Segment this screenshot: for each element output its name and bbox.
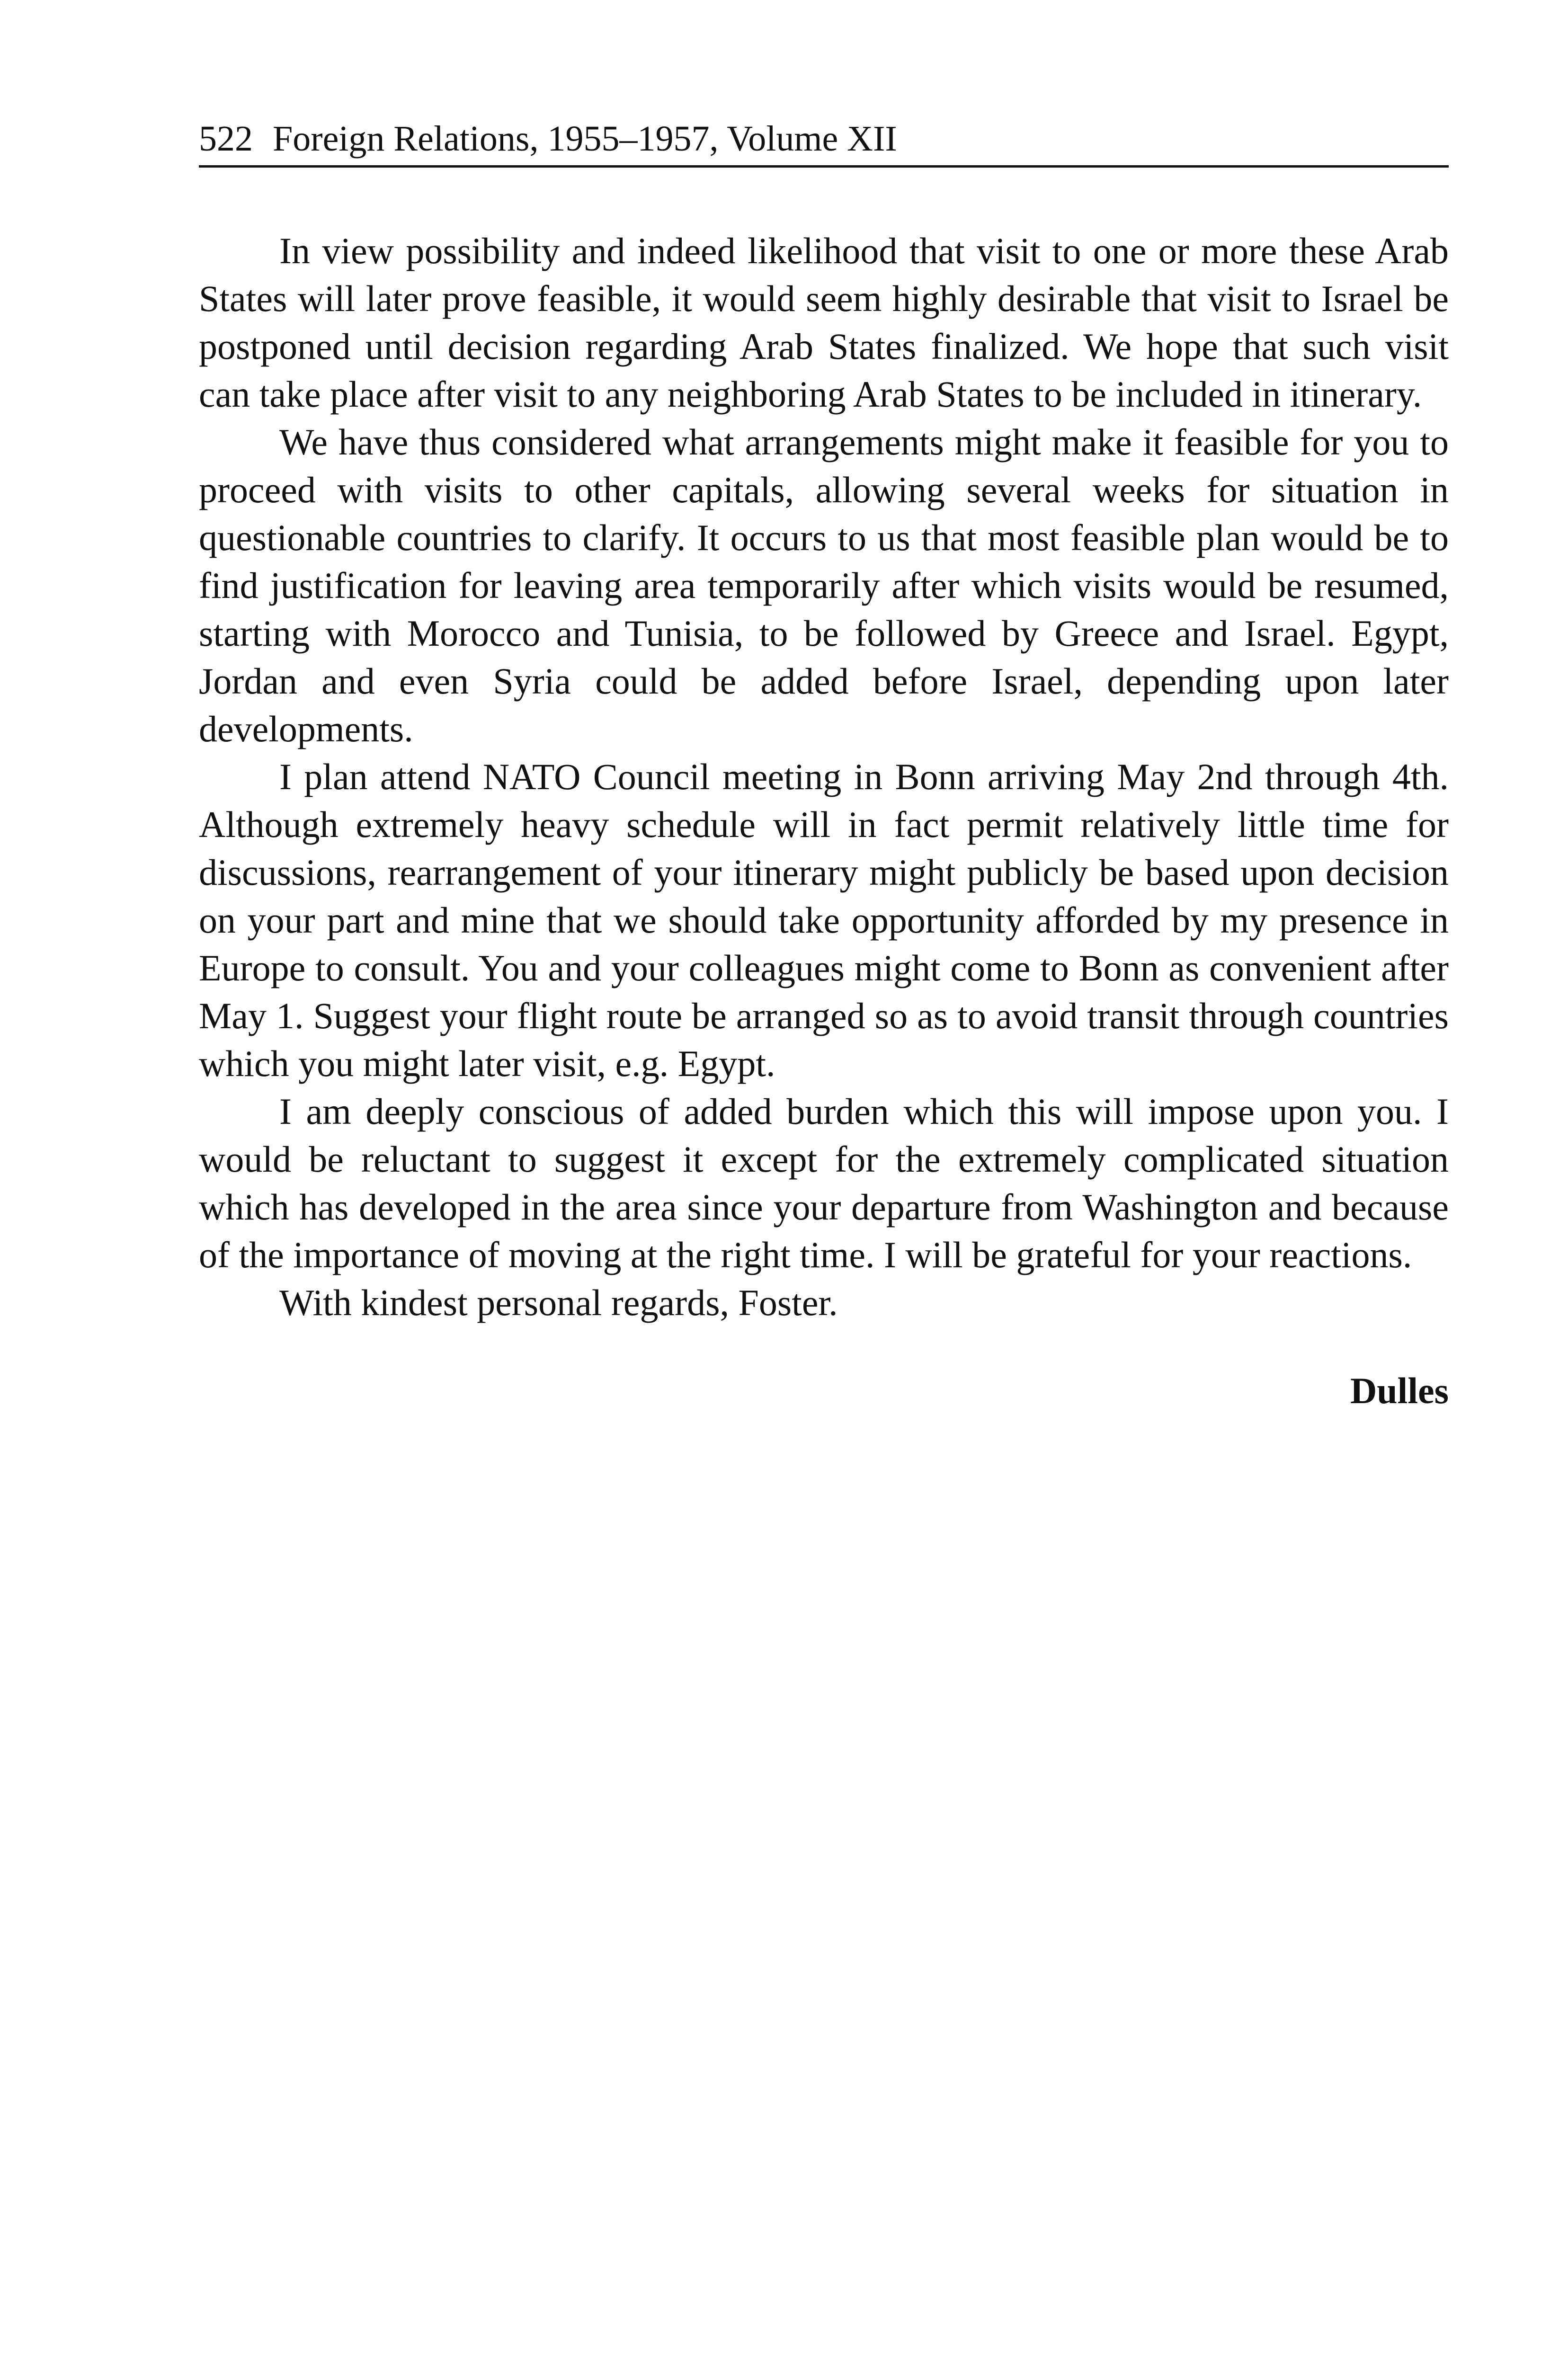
document-page [199, 121, 1449, 1415]
paragraph-arab-states: In view possibility and indeed likelihood that visit to one or more these Arab States will later prove feasible, it would seem highly desirable that visit to Israel be postponed until decision regarding Arab States finalized. We hope that such visit can take place after visit to any neighboring Arab States to be included in itinerary. [199, 230, 1449, 415]
signature: Dulles [1350, 1370, 1449, 1411]
document-body [199, 227, 1449, 1326]
paragraph-burden: I am deeply conscious of added burden which this will impose upon you. I would be reluctant to suggest it except for the extremely complicated situation which has developed in the area since your departure from Washington and because of the importance of moving at the right time. I will be grateful for your reactions. [199, 1091, 1449, 1275]
header-title: Foreign Relations, 1955–1957, Volume XII [273, 119, 897, 159]
paragraph-arrangements: We have thus considered what arrangements might make it feasible for you to proceed with visits to other capitals, allowing several weeks for situation in questionable countries to clarify. It occurs to us that most feasible plan would be to find justification for leaving area temporarily after which visits would be resumed, starting with Morocco and Tunisia, to be followed by Greece and Israel. Egypt, Jordan and even Syria could be added before Israel, depending upon later developments. [199, 421, 1449, 749]
running-head [199, 121, 1449, 168]
paragraph-nato-meeting: I plan attend NATO Council meeting in Bonn arriving May 2nd through 4th. Although extremely heavy schedule will in fact permit relatively little time for discussions, rearrangement of your itinerary might publicly be based upon decision on your part and mine that we should take opportunity afforded by my presence in Europe to consult. You and your colleagues might come to Bonn as convenient after May 1. Suggest your flight route be arranged so as to avoid transit through countries which you might later visit, e.g. Egypt. [199, 756, 1449, 1084]
paragraph-regards: With kindest personal regards, Foster. [279, 1282, 838, 1323]
page-number: 522 [199, 119, 253, 159]
